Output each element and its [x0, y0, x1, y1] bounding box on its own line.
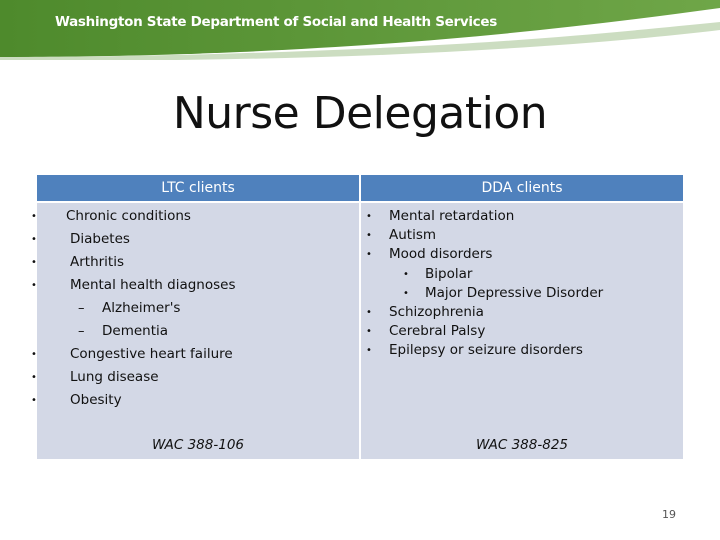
bullet-marker: –: [78, 324, 85, 339]
bullet-marker: •: [366, 249, 372, 261]
list-item-text: Cerebral Palsy: [389, 323, 486, 340]
dda-list-item: [361, 208, 683, 227]
bullet-marker: •: [366, 211, 372, 222]
list-item-text: Mental health diagnoses: [70, 277, 236, 293]
bullet-marker: •: [31, 234, 37, 245]
list-item-text: Obesity: [70, 392, 122, 408]
page-number: 19: [662, 508, 676, 521]
bullet-marker: •: [31, 395, 37, 406]
dda-list-item: [361, 323, 683, 342]
bullet-marker: •: [31, 349, 37, 360]
banner-graphic: [0, 0, 720, 60]
ltc-list-item: [31, 392, 359, 415]
ltc-column: [31, 175, 359, 459]
organization-name: Washington State Department of Social and Health Services: [55, 14, 497, 30]
header-banner: [0, 0, 720, 60]
bullet-marker: •: [403, 268, 409, 280]
ltc-list-item: [31, 208, 359, 231]
ltc-list: [31, 208, 359, 415]
dda-list-item: [361, 266, 683, 285]
list-item-text: Epilepsy or seizure disorders: [389, 342, 583, 359]
slide-title: Nurse Delegation: [172, 88, 548, 139]
ltc-reference: WAC 388-106: [151, 437, 245, 453]
dda-column: [361, 175, 683, 459]
ltc-list-item: [37, 300, 359, 323]
list-item-text: Dementia: [102, 323, 169, 339]
bullet-marker: •: [31, 372, 37, 383]
list-item-text: Diabetes: [70, 231, 130, 247]
bullet-marker: •: [366, 230, 372, 242]
list-item-text: Chronic conditions: [66, 208, 191, 224]
bullet-marker: •: [366, 326, 372, 338]
dda-list-item: [361, 285, 683, 304]
bullet-marker: •: [31, 257, 37, 268]
dda-list-item: [361, 342, 683, 361]
list-item-text: Lung disease: [70, 369, 159, 385]
list-item-text: Arthritis: [70, 254, 125, 270]
ltc-column-heading: LTC clients: [37, 175, 359, 203]
bullet-marker: •: [366, 345, 372, 357]
dda-column-heading: DDA clients: [361, 175, 683, 203]
bullet-marker: •: [31, 211, 37, 222]
bullet-marker: –: [78, 301, 85, 316]
list-item-text: Schizophrenia: [389, 303, 484, 320]
bullet-marker: •: [366, 306, 372, 318]
dda-list: [361, 208, 683, 362]
dda-list-item: [361, 246, 683, 265]
ltc-list-item: [31, 346, 359, 369]
list-item-text: Mood disorders: [389, 246, 493, 263]
ltc-list-item: [31, 369, 359, 392]
ltc-list-item: [31, 254, 359, 277]
dda-list-item: [361, 304, 683, 323]
ltc-list-item: [31, 277, 359, 300]
list-item-text: Mental retardation: [389, 208, 515, 224]
ltc-list-item: [37, 323, 359, 346]
ltc-list-item: [31, 231, 359, 254]
bullet-marker: •: [403, 287, 409, 299]
list-item-text: Bipolar: [425, 265, 473, 282]
list-item-text: Alzheimer's: [102, 300, 181, 316]
list-item-text: Autism: [389, 227, 437, 244]
dda-reference: WAC 388-825: [475, 437, 569, 453]
dda-list-item: [361, 227, 683, 246]
list-item-text: Congestive heart failure: [70, 346, 233, 362]
bullet-marker: •: [31, 280, 37, 291]
list-item-text: Major Depressive Disorder: [425, 284, 604, 301]
